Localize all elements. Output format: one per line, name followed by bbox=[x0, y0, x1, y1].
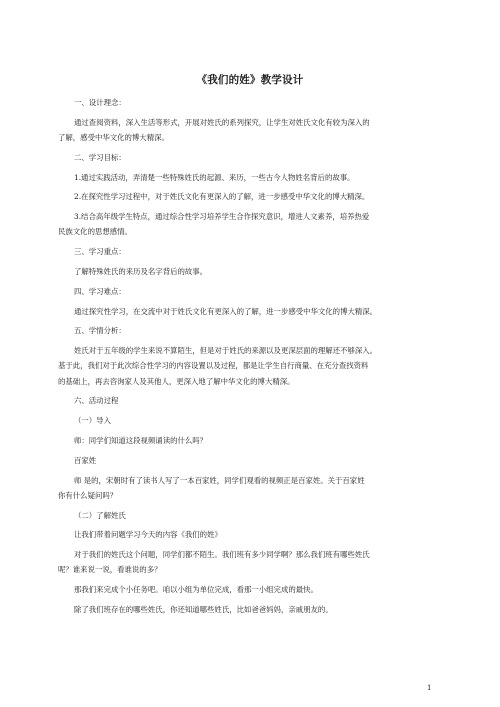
paragraph-line: 了解特殊姓氏的来历及名字背后的故事。 bbox=[74, 266, 208, 276]
paragraph-line: 的基础上，再去咨询家人及其他人，更深入地了解中华文化的博大精深。 bbox=[58, 376, 295, 386]
document-title: 《我们的姓》教学设计 bbox=[196, 74, 304, 86]
section-heading-design-concept: 一、设计理念： bbox=[74, 98, 126, 107]
paragraph-line: 呢？谁来说一说，看谁说的多？ bbox=[58, 565, 162, 575]
page-number: 1 bbox=[427, 684, 432, 692]
section-heading-key-points: 三、学习重点： bbox=[74, 247, 126, 257]
subheading-learn-surnames: （二）了解姓氏 bbox=[74, 510, 126, 520]
section-heading-activity-process: 六、活动过程 bbox=[74, 396, 119, 406]
student-answer: 百家姓 bbox=[74, 455, 97, 465]
paragraph-line: 姓氏对于五年级的学生来说不算陌生，但是对于姓氏的来源以及更深层面的理解还不够深入。 bbox=[74, 346, 378, 356]
section-heading-difficulties: 四、学习难点： bbox=[74, 286, 126, 296]
section-heading-student-analysis: 五、学情分析： bbox=[74, 326, 126, 336]
document-body bbox=[58, 95, 444, 617]
paragraph-line: 通过查阅资料，深入生活等形式，开展对姓氏的系列探究，让学生对姓氏文化有较为深入的 bbox=[74, 117, 370, 127]
paragraph-line: 那我们来完成个小任务吧。咱以小组为单位完成，看那一小组完成的最快。 bbox=[74, 585, 318, 595]
paragraph-line: 除了我们班存在的哪些姓氏，你还知道哪些姓氏，比如爸爸妈妈，亲戚朋友的。 bbox=[74, 604, 333, 614]
teacher-reply-cont: 你有什么疑问吗？ bbox=[58, 490, 118, 500]
paragraph-line: 对于我们的姓氏这个问题，同学们都不陌生。我们班有多少同学啊？那么我们班有哪些姓氏 bbox=[74, 550, 370, 560]
goal-item-2: 2.在探究性学习过程中，对于姓氏文化有更深入的了解，进一步感受中华文化的博大精深。 bbox=[74, 192, 370, 202]
goal-item-1: 1.通过实践活动，弄清楚一些特殊姓氏的起源、来历，一些古今人物姓名背后的故事。 bbox=[74, 172, 355, 182]
paragraph-line: 了解，感受中华文化的博大精深。 bbox=[58, 133, 169, 142]
subheading-intro: （一）导入 bbox=[74, 416, 111, 426]
paragraph-line: 基于此，我们对于此次综合性学习的内容设置以及过程，都是让学生自行商量、在充分查找资料 bbox=[58, 361, 369, 371]
teacher-question: 师：同学们知道这段视频诵读的什么吗？ bbox=[74, 435, 208, 445]
goal-item-3-cont: 民族文化的思想感情。 bbox=[58, 227, 132, 237]
teacher-reply: 师 是的，宋朝时有了读书人写了一本百家姓，同学们观看的视频正是百家姓。关于百家姓 bbox=[74, 475, 365, 485]
goal-item-3: 3.结合高年级学生特点，通过综合性学习培养学生合作探究意识，增进人文素养，培养热爱 bbox=[74, 212, 370, 222]
paragraph-line: 通过探究性学习，在交流中对于姓氏文化有更深入的了解，进一步感受中华文化的博大精深。 bbox=[74, 306, 378, 316]
section-heading-learning-goals: 二、学习目标： bbox=[74, 152, 126, 162]
paragraph-line: 让我们带着问题学习今天的内容《我们的姓》 bbox=[74, 530, 222, 540]
